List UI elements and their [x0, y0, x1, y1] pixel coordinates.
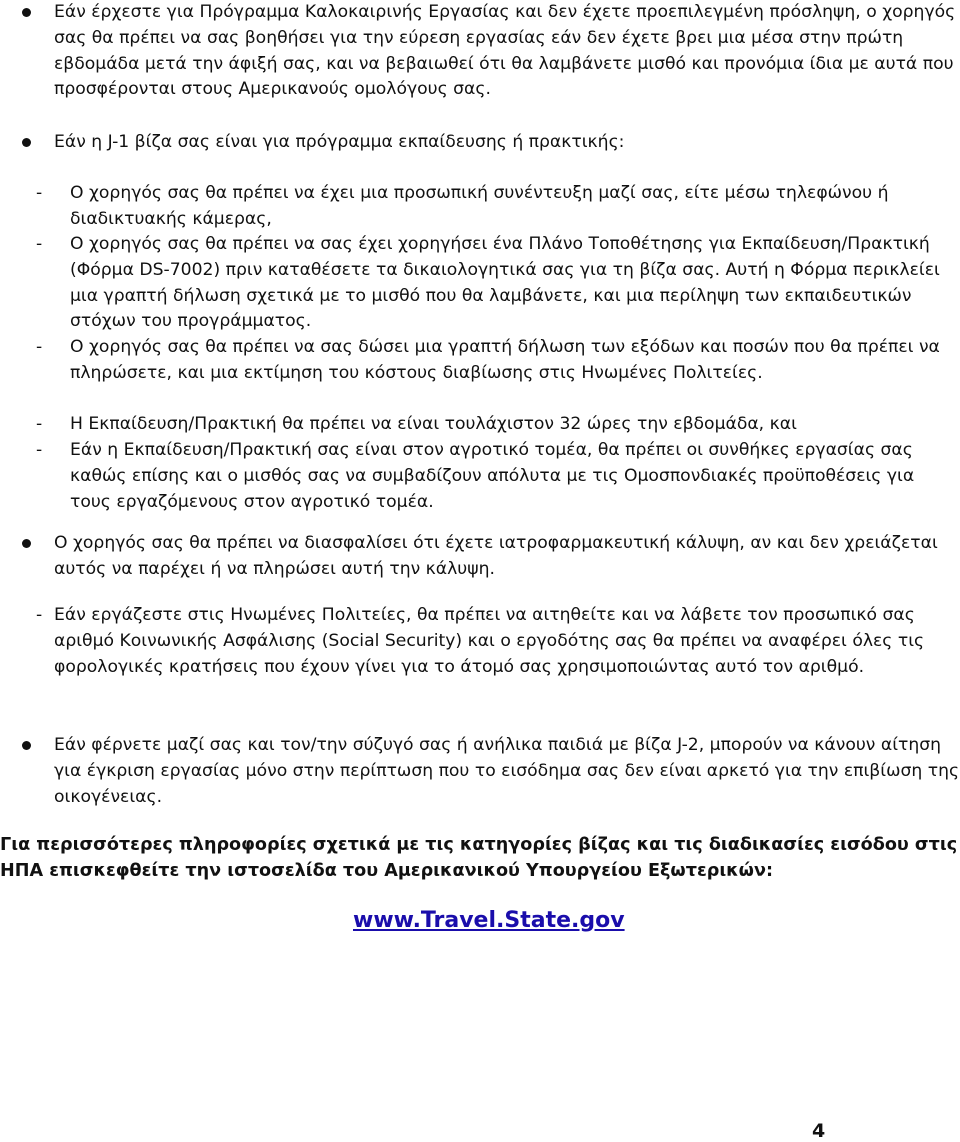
bullet-icon	[22, 138, 31, 147]
bullet-icon	[22, 741, 31, 750]
info-paragraph	[0, 832, 960, 884]
bullet-item-insurance	[54, 531, 960, 583]
dash-marker: -	[36, 605, 43, 625]
dash-item-interview	[36, 181, 960, 233]
dash-marker: -	[36, 337, 43, 357]
dash-item-hours	[36, 412, 960, 438]
bullet-icon	[22, 539, 31, 548]
bullet-item-summer-work	[54, 0, 960, 103]
info-line-1: Για περισσότερες πληροφορίες σχετικά με τις κατηγορίες βίζας και τις διαδικασίες εισόδου στις	[0, 835, 958, 855]
dash-item-agriculture	[36, 438, 960, 515]
bullet-item-training-visa	[54, 130, 960, 156]
bullet-text: Εάν έρχεστε για Πρόγραμμα Καλοκαιρινής Εργασίας και δεν έχετε προεπιλεγμένη πρόσληψη, ο χορηγός σας θα πρέπει να σας βοηθήσει για την εύρεση εργασίας εάν δεν έχετε βρει μια μέσα στην πρώτη εβδομάδα μετά την άφιξή σας, και να βεβαιωθεί ότι θα λαμβάνετε μισθό και προνόμια ίδια με αυτά που προσφέρονται στους Αμερικανούς ομολόγους σας.	[54, 2, 956, 100]
bullet-text: Ο χορηγός σας θα πρέπει να διασφαλίσει ότι έχετε ιατροφαρμακευτική κάλυψη, αν και δεν χρειάζεται αυτός να παρέχει ή να πληρώσει αυτή την κάλυψη.	[54, 533, 938, 579]
dash-item-placement-plan	[36, 232, 960, 335]
dash-text: Η Εκπαίδευση/Πρακτική θα πρέπει να είναι τουλάχιστον 32 ώρες την εβδομάδα, και	[70, 414, 797, 434]
dash-item-expenses	[36, 335, 960, 387]
dash-text: Ο χορηγός σας θα πρέπει να σας έχει χορηγήσει ένα Πλάνο Τοποθέτησης για Εκπαίδευση/Πρακτική (Φόρμα DS-7002) πριν καταθέσετε τα δικαιολογητικά σας για τη βίζα σας. Αυτή η Φόρμα περικλείει μια γραπτή δήλωση σχετικά με το μισθό που θα λαμβάνετε, και μια περίληψη των εκπαιδευτικών στόχων του προγράμματος.	[70, 234, 940, 332]
dash-text: Ο χορηγός σας θα πρέπει να σας δώσει μια γραπτή δήλωση των εξόδων και ποσών που θα πρέπει να πληρώσετε, και μια εκτίμηση του κόστους διαβίωσης στις Ηνωμένες Πολιτείες.	[70, 337, 940, 383]
dash-text: Ο χορηγός σας θα πρέπει να έχει μια προσωπική συνέντευξη μαζί σας, είτε μέσω τηλεφώνου ή διαδικτυακής κάμερας,	[70, 183, 889, 229]
dash-marker: -	[36, 414, 43, 434]
bullet-icon	[22, 8, 31, 17]
bullet-text: Εάν η J-1 βίζα σας είναι για πρόγραμμα εκπαίδευσης ή πρακτικής:	[54, 132, 625, 152]
dash-text: Εάν εργάζεστε στις Ηνωμένες Πολιτείες, θα πρέπει να αιτηθείτε και να λάβετε τον προσωπικό σας αριθμό Κοινωνικής Ασφάλισης (Social Security) και ο εργοδότης σας θα πρέπει να αναφέρει όλες τις φορολογικές κρατήσεις που έχουν γίνει για το άτομό σας χρησιμοποιώντας αυτό τον αριθμό.	[54, 605, 925, 677]
bullet-item-j2-spouse	[54, 733, 960, 810]
dash-item-social-security	[36, 603, 960, 680]
dash-text: Εάν η Εκπαίδευση/Πρακτική σας είναι στον αγροτικό τομέα, θα πρέπει οι συνθήκες εργασίας σας καθώς επίσης και ο μισθός σας να συμβαδίζουν απόλυτα με τις Ομοσπονδιακές προϋποθέσεις για τους εργαζόμενους στον αγροτικό τομέα.	[70, 440, 915, 512]
bullet-text: Εάν φέρνετε μαζί σας και τον/την σύζυγό σας ή ανήλικα παιδιά με βίζα J-2, μπορούν να κάνουν αίτηση για έγκριση εργασίας μόνο στην περίπτωση που το εισόδημα σας δεν είναι αρκετό για την επιβίωση της οικογένειας.	[54, 735, 960, 807]
dash-marker: -	[36, 234, 43, 254]
travel-state-link[interactable]: www.Travel.State.gov	[353, 908, 625, 933]
page-number: 4	[812, 1120, 826, 1142]
dash-marker: -	[36, 183, 43, 203]
info-line-2: ΗΠΑ επισκεφθείτε την ιστοσελίδα του Αμερικανικού Υπουργείου Εξωτερικών:	[0, 861, 773, 881]
dash-marker: -	[36, 440, 43, 460]
